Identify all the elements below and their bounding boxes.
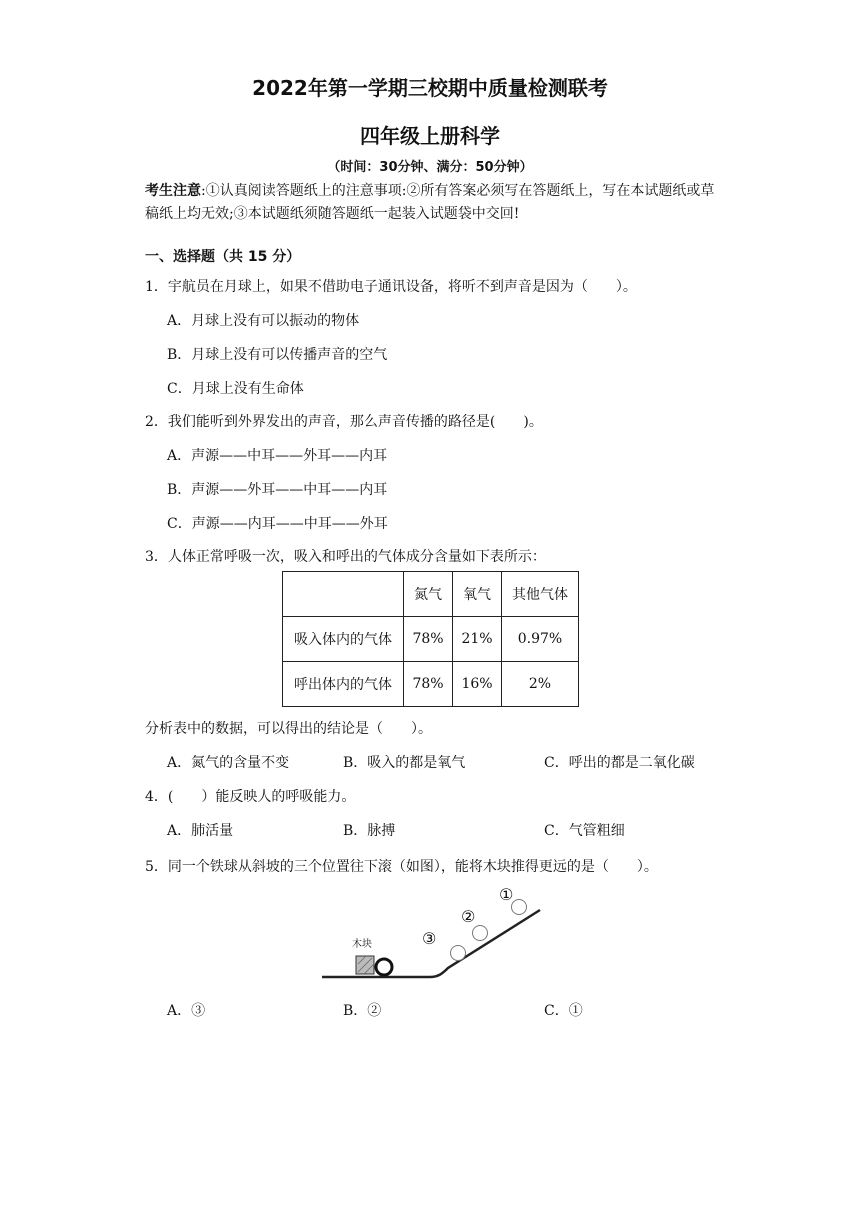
question-2-option-c: C．声源——内耳——中耳——外耳 — [167, 516, 388, 532]
block-label: 木块 — [352, 939, 372, 950]
question-5-stem: 5．同一个铁球从斜坡的三个位置往下滚（如图），能将木块推得更远的是（ ）。 — [145, 859, 658, 875]
table-cell: 78% — [404, 662, 453, 707]
time-info: （时间：30分钟、满分：50分钟） — [327, 160, 533, 175]
candidate-notice — [145, 180, 725, 226]
table-row — [283, 662, 579, 707]
question-5-option-c: C．① — [544, 1003, 583, 1019]
table-header-cell: 氧气 — [453, 572, 502, 617]
ball-position-3 — [451, 946, 466, 961]
table-cell: 21% — [453, 617, 502, 662]
table-header-row — [283, 572, 579, 617]
question-4-option-a: A．肺活量 — [167, 823, 234, 839]
exam-subtitle: 四年级上册科学 — [360, 124, 500, 148]
section-title: 一、选择题（共 15 分） — [145, 249, 301, 265]
question-5-option-b: B．② — [343, 1003, 382, 1019]
question-2-stem: 2．我们能听到外界发出的声音，那么声音传播的路径是( )。 — [145, 414, 543, 430]
question-2-option-a: A．声源——中耳——外耳——内耳 — [167, 448, 388, 464]
question-4-stem: 4．( ）能反映人的呼吸能力。 — [145, 789, 356, 805]
question-1-option-b: B．月球上没有可以传播声音的空气 — [167, 347, 388, 363]
table-cell: 吸入体内的气体 — [283, 617, 404, 662]
question-3-stem: 3．人体正常呼吸一次，吸入和呼出的气体成分含量如下表所示： — [145, 549, 546, 565]
notice-label: 考生注意 — [145, 183, 201, 199]
question-3-option-c: C．呼出的都是二氧化碳 — [544, 755, 695, 771]
table-cell: 呼出体内的气体 — [283, 662, 404, 707]
gas-composition-table — [282, 571, 579, 707]
table-cell: 2% — [502, 662, 579, 707]
question-3-followup: 分析表中的数据，可以得出的结论是（ ）。 — [145, 721, 432, 737]
question-5-option-a: A．③ — [167, 1003, 206, 1019]
table-header-cell — [283, 572, 404, 617]
question-1-option-c: C．月球上没有生命体 — [167, 381, 304, 397]
ramp-figure — [318, 880, 548, 985]
ball-position-1 — [512, 900, 527, 915]
marker-3: ③ — [422, 929, 437, 948]
table-cell: 16% — [453, 662, 502, 707]
question-3-option-a: A．氮气的含量不变 — [167, 755, 290, 771]
table-cell: 0.97% — [502, 617, 579, 662]
question-3-option-b: B．吸入的都是氧气 — [343, 755, 466, 771]
table-header-cell: 氮气 — [404, 572, 453, 617]
marker-1: ① — [499, 885, 514, 904]
question-4-option-c: C．气管粗细 — [544, 823, 625, 839]
marker-2: ② — [461, 907, 476, 926]
question-4-option-b: B．脉搏 — [343, 823, 396, 839]
question-2-option-b: B．声源——外耳——中耳——内耳 — [167, 482, 388, 498]
exam-title: 2022年第一学期三校期中质量检测联考 — [252, 76, 608, 100]
question-1-stem: 1．宇航员在月球上，如果不借助电子通讯设备，将听不到声音是因为（ ）。 — [145, 279, 637, 295]
table-row — [283, 617, 579, 662]
table-cell: 78% — [404, 617, 453, 662]
notice-text: :①认真阅读答题纸上的注意事项:②所有答案必须写在答题纸上，写在本试题纸或草稿纸上均无效;③本试题纸须随答题纸一起装入试题袋中交回! — [145, 183, 715, 222]
ball-position-2 — [473, 926, 488, 941]
table-header-cell: 其他气体 — [502, 572, 579, 617]
question-1-option-a: A．月球上没有可以振动的物体 — [167, 313, 360, 329]
iron-ball — [376, 959, 392, 975]
